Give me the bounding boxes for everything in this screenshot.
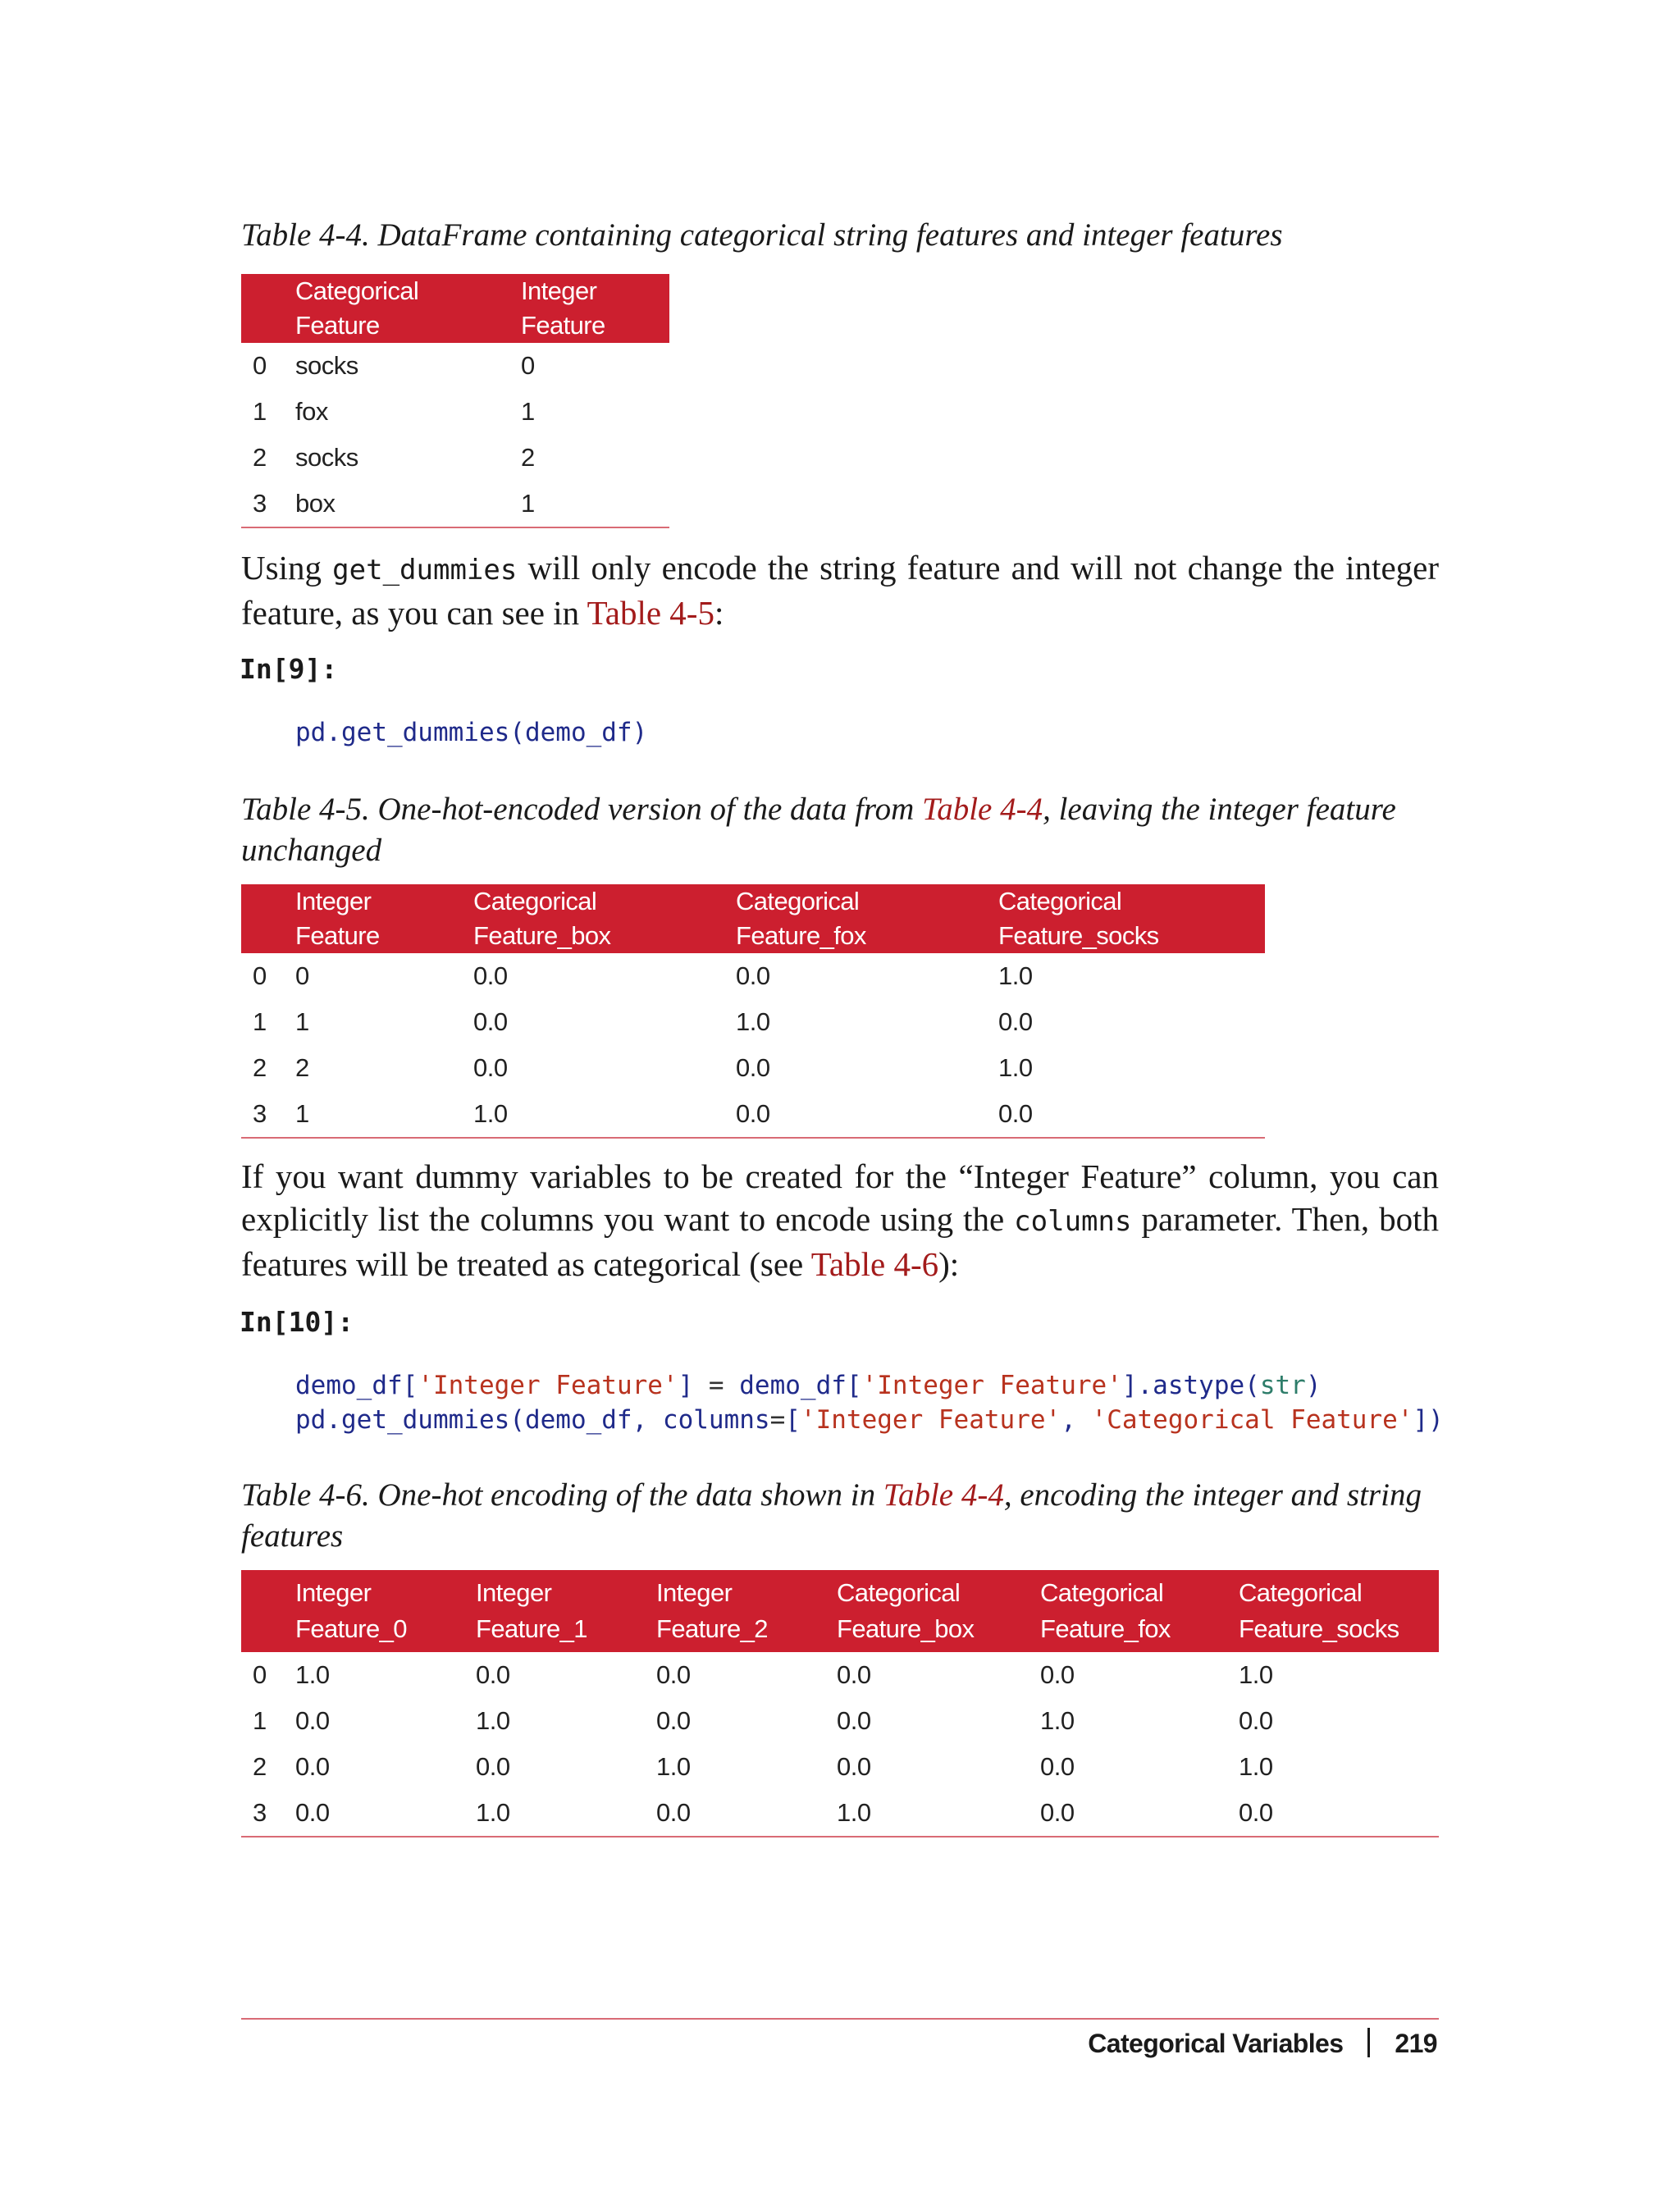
table-cell: 0 [295,961,309,990]
table-cell: box [287,481,513,527]
paragraph-text: parameter. Then, both features will be treated as categorical (see [241,1200,1439,1283]
table-reference-link[interactable]: Table 4-6 [810,1245,939,1283]
table-row [241,953,1265,999]
header-line: Integer [476,1578,552,1607]
code-block [295,1368,1444,1437]
code-token: ].astype( [1121,1371,1260,1400]
header-line: Feature_1 [476,1614,587,1643]
header-line: Feature_0 [295,1614,407,1643]
table-cell: 1 [287,1091,465,1138]
table-cell: socks [295,443,358,472]
table-cell: 0.0 [837,1706,871,1735]
table-4-5-caption [241,789,1439,871]
table-cell: 1.0 [656,1752,691,1781]
body-paragraph [241,546,1439,634]
table-cell: 1.0 [998,1053,1033,1082]
code-token: ) [1305,1371,1322,1400]
index-header [241,1570,287,1652]
column-header: Categorical Feature_box [465,884,728,953]
column-header [468,1570,648,1652]
column-header: Categorical Feature_fox [728,884,990,953]
table-cell: fox [295,397,328,426]
table-cell: 1 [521,397,535,426]
table-4-4-caption: Table 4-4. DataFrame containing categorical string features and integer features [241,217,1283,253]
footer-divider [241,2018,1439,2020]
row-index: 2 [253,1752,267,1781]
table-cell: 1.0 [468,1790,648,1837]
header-line: Feature_2 [656,1614,768,1643]
code-line [295,1371,1322,1400]
column-header [287,1570,468,1652]
code-token: , [1061,1405,1092,1435]
table-cell: 0.0 [837,1752,871,1781]
column-header: Categorical Feature_socks [990,884,1265,953]
inline-code: columns [1014,1205,1132,1238]
page-number: 219 [1395,2029,1437,2058]
caption-text: , encoding the integer and string features [241,1477,1422,1554]
table-cell: 0.0 [656,1706,691,1735]
table-cell: 0 [521,351,535,380]
table-cell: 1.0 [736,1007,770,1036]
table-cell: 0.0 [736,961,770,990]
table-row [241,1790,1439,1837]
table-reference-link[interactable]: Table 4-4 [922,792,1043,827]
row-index: 1 [253,1007,267,1036]
header-line: Integer [656,1578,733,1607]
header-line: Feature_socks [1239,1614,1399,1643]
code-token: str [1259,1371,1306,1400]
code-token: demo_df[ [295,1371,418,1400]
code-line: pd.get_dummies(demo_df) [295,718,648,747]
header-line: Integer [295,1578,372,1607]
code-block [295,715,647,750]
index-header [241,274,287,343]
body-paragraph [241,1155,1439,1285]
code-token: demo_df[ [724,1371,862,1400]
row-index: 1 [253,1706,267,1735]
paragraph-text: will only encode the string feature and will not change the integer feature, as you can see in [241,549,1439,632]
table-cell: 0.0 [476,1752,510,1781]
table-cell: 1.0 [476,1706,510,1735]
table-cell: 0.0 [728,1091,990,1138]
code-token: 'Integer Feature' [418,1371,678,1400]
table-row [241,1091,1265,1138]
code-token: ] [678,1371,709,1400]
table-row [241,999,1265,1045]
table-header-row [241,274,669,343]
table-row [241,1698,1439,1744]
column-header [648,1570,829,1652]
caption-text: , leaving the integer feature unchanged [241,792,1396,868]
row-index: 0 [253,1660,267,1689]
table-row [241,1744,1439,1790]
column-header [829,1570,1032,1652]
column-header [1032,1570,1230,1652]
table-cell: 0.0 [648,1790,829,1837]
row-index: 3 [241,1790,287,1837]
code-prompt: In[10]: [240,1306,354,1338]
table-cell: 1.0 [998,961,1033,990]
table-cell: 0.0 [998,1007,1033,1036]
footer-section-title: Categorical Variables [1088,2029,1344,2058]
header-line: Categorical [837,1578,961,1607]
table-row [241,481,669,527]
table-4-6 [241,1570,1439,1838]
table-4-6-caption [241,1475,1439,1557]
code-token: ]) [1413,1405,1444,1435]
table-cell: 0.0 [295,1752,330,1781]
paragraph-text: Using [241,549,333,587]
table-reference-link[interactable]: Table 4-4 [883,1477,1004,1513]
table-cell: 0.0 [295,1706,330,1735]
table-cell: 1.0 [829,1790,1032,1837]
table-row [241,343,669,389]
row-index: 2 [253,1053,267,1082]
code-token: [ [785,1405,801,1435]
column-header: Integer Feature [513,274,669,343]
row-index: 3 [241,481,287,527]
code-token: = [708,1371,724,1400]
table-cell: 1.0 [1239,1660,1273,1689]
table-row [241,1652,1439,1698]
caption-text: Table 4-6. One-hot encoding of the data shown in [241,1477,883,1513]
code-token: 'Categorical Feature' [1091,1405,1413,1435]
table-cell: 0.0 [736,1053,770,1082]
code-prompt: In[9]: [240,653,338,685]
caption-text: Table 4-5. One-hot-encoded version of the data from [241,792,923,827]
table-cell: 0.0 [990,1091,1265,1138]
row-index: 1 [253,397,267,426]
table-cell: 0.0 [1239,1706,1273,1735]
inline-code: get_dummies [332,554,518,587]
table-cell: 0.0 [473,1007,508,1036]
header-line: Feature_box [837,1614,975,1643]
header-line: Feature_fox [1040,1614,1171,1643]
table-cell: 0.0 [476,1660,510,1689]
table-cell: 1.0 [1239,1752,1273,1781]
table-cell: 0.0 [1040,1752,1075,1781]
row-index: 3 [241,1091,287,1138]
table-header-row [241,884,1265,953]
table-cell: socks [295,351,358,380]
code-token: 'Integer Feature' [861,1371,1122,1400]
table-cell: 0.0 [1230,1790,1439,1837]
code-token: = [769,1405,786,1435]
row-index: 0 [253,351,267,380]
table-cell: 0.0 [473,961,508,990]
table-cell: 1.0 [465,1091,728,1138]
paragraph-text: If you want dummy variables to be created for the “Integer Feature” column, you can explicitly list the columns you want to encode using the [241,1157,1439,1238]
table-cell: 2 [295,1053,309,1082]
table-reference-link[interactable]: Table 4-5 [587,594,714,632]
index-header [241,884,287,953]
table-cell: 1 [295,1007,309,1036]
table-row [241,389,669,435]
table-row [241,1045,1265,1091]
table-cell: 0.0 [1040,1660,1075,1689]
header-line: Categorical [1239,1578,1363,1607]
table-cell: 0.0 [473,1053,508,1082]
table-cell: 0.0 [837,1660,871,1689]
table-4-4 [241,274,669,528]
page-footer [1088,2028,1437,2059]
code-token: 'Integer Feature' [800,1405,1061,1435]
row-index: 2 [253,443,267,472]
table-cell: 0.0 [656,1660,691,1689]
table-cell: 1.0 [1040,1706,1075,1735]
paragraph-text: ): [938,1245,960,1283]
row-index: 0 [253,961,267,990]
table-4-5 [241,884,1265,1139]
table-cell: 1.0 [295,1660,330,1689]
code-line [295,1405,1444,1435]
table-header-row [241,1570,1439,1652]
column-header [1230,1570,1439,1652]
header-line: Categorical [1040,1578,1164,1607]
table-cell: 1 [513,481,669,527]
table-row [241,435,669,481]
table-cell: 2 [521,443,535,472]
column-header: Integer Feature [287,884,465,953]
paragraph-text: : [714,594,724,632]
column-header: Categorical Feature [287,274,513,343]
code-token: pd.get_dummies(demo_df, columns [295,1405,770,1435]
table-cell: 0.0 [287,1790,468,1837]
table-cell: 0.0 [1032,1790,1230,1837]
footer-separator [1367,2028,1370,2057]
